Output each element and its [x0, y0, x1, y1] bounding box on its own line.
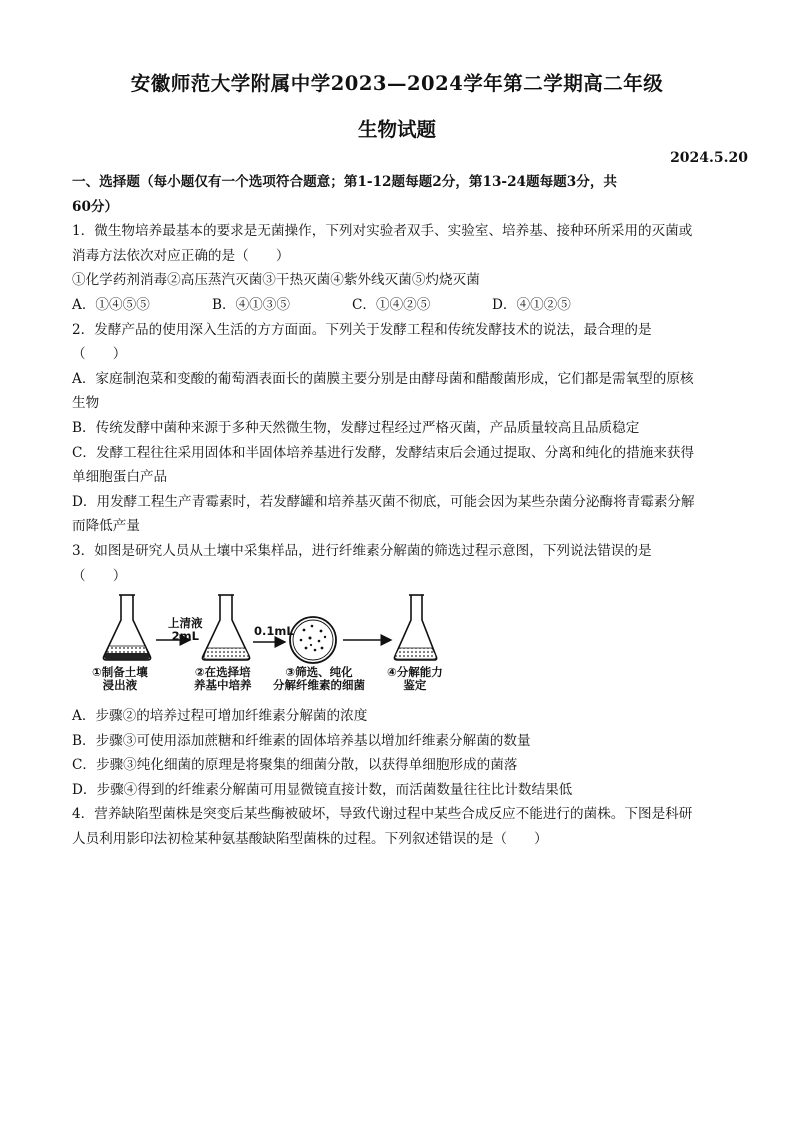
q2-option-d-line2[interactable]: 而降低产量 — [72, 518, 140, 535]
exam-subtitle: 生物试题 — [357, 118, 436, 141]
exam-title: 安徽师范大学附属中学2023—2024学年第二学期高二年级 — [130, 72, 664, 95]
q3-figure — [92, 590, 443, 700]
arrow-1-label-line1: 上清液 — [168, 616, 203, 631]
q2-option-b[interactable]: B．传统发酵中菌种来源于多种天然微生物，发酵过程经过严格灭菌，产品质量较高且品质稳定 — [72, 419, 640, 436]
q1-option-a[interactable]: A．①④⑤⑤ — [72, 296, 150, 313]
q3-option-d[interactable]: D．步骤④得到的纤维素分解菌可用显微镜直接计数，而活菌数量往往比计数结果低 — [72, 781, 573, 798]
q1-option-d[interactable]: D．④①②⑤ — [492, 296, 571, 313]
q3-option-a[interactable]: A．步骤②的培养过程可增加纤维素分解菌的浓度 — [72, 708, 368, 725]
step-1-label-line2: 浸出液 — [102, 678, 138, 693]
step-3-label — [273, 666, 365, 692]
q2-stem-line1: 2．发酵产品的使用深入生活的方方面面。下列关于发酵工程和传统发酵技术的说法，最合理的是 — [72, 321, 652, 338]
q2-option-c-line1[interactable]: C．发酵工程往往采用固体和半固体培养基进行发酵，发酵结束后会通过提取、分离和纯化的措施来获得 — [72, 444, 695, 461]
q3-option-b[interactable]: B．步骤③可使用添加蔗糖和纤维素的固体培养基以增加纤维素分解菌的数量 — [72, 732, 531, 749]
flask-2-icon — [202, 595, 249, 660]
petri-dish-icon — [290, 617, 336, 663]
arrow-1-label — [168, 617, 203, 643]
arrow-2-label: 0.1mL — [254, 624, 294, 639]
q1-option-c[interactable]: C．①④②⑤ — [352, 296, 431, 313]
step-4-label-line2: 鉴定 — [403, 678, 427, 693]
step-4-label — [387, 666, 443, 692]
q3-option-c[interactable]: C．步骤③纯化细菌的原理是将聚集的细菌分散，以获得单细胞形成的菌落 — [72, 757, 518, 774]
step-2-label — [194, 666, 252, 692]
step-1-label-line1: ①制备土壤 — [92, 665, 148, 680]
arrow-1-label-line2: 2mL — [171, 629, 199, 644]
q2-option-d-line1[interactable]: D．用发酵工程生产青霉素时，若发酵罐和培养基灭菌不彻底，可能会因为某些杂菌分泌酶将青霉素分解 — [72, 493, 695, 510]
exam-date: 2024.5.20 — [670, 150, 748, 166]
step-1-label — [92, 666, 148, 692]
step-2-label-line2: 养基中培养 — [194, 678, 252, 693]
q3-stem-line2: （ ） — [72, 567, 127, 584]
exam-content — [72, 170, 724, 852]
step-3-label-line2: 分解纤维素的细菌 — [273, 678, 365, 693]
section-heading-line1: 一、选择题（每小题仅有一个选项符合题意；第1-12题每题2分，第13-24题每题3分，共 — [72, 174, 618, 190]
q4-stem-line1: 4．营养缺陷型菌株是突变后某些酶被破坏，导致代谢过程中某些合成反应不能进行的菌株。下图是科研 — [72, 806, 693, 823]
q4-stem-line2: 人员利用影印法初检某种氨基酸缺陷型菌株的过程。下列叙述错误的是（ ） — [72, 831, 548, 848]
q2-option-c-line2[interactable]: 单细胞蛋白产品 — [72, 469, 168, 486]
q2-stem-line2: （ ） — [72, 346, 127, 363]
step-2-label-line1: ②在选择培 — [194, 665, 251, 680]
q2-option-a-line2[interactable]: 生物 — [72, 395, 100, 412]
q3-stem-line1: 3．如图是研究人员从土壤中采集样品，进行纤维素分解菌的筛选过程示意图，下列说法错误的是 — [72, 542, 652, 559]
step-3-label-line1: ③筛选、纯化 — [285, 665, 353, 680]
q1-option-b[interactable]: B．④①③⑤ — [212, 296, 290, 313]
section-heading-line2: 60分） — [72, 198, 119, 215]
step-4-label-line1: ④分解能力 — [387, 665, 443, 680]
q2-option-a-line1[interactable]: A．家庭制泡菜和变酸的葡萄酒表面长的菌膜主要分别是由酵母菌和醋酸菌形成，它们都是需氧型的原核 — [72, 370, 694, 387]
flask-1-icon — [103, 595, 150, 660]
q1-stem-line2: 消毒方法依次对应正确的是（ ） — [72, 247, 290, 264]
flask-4-icon — [394, 595, 438, 660]
q1-options — [72, 293, 724, 318]
q1-methods: ①化学药剂消毒②高压蒸汽灭菌③干热灭菌④紫外线灭菌⑤灼烧灭菌 — [72, 272, 480, 289]
q1-stem-line1: 1．微生物培养最基本的要求是无菌操作，下列对实验者双手、实验室、培养基、接种环所采用的灭菌或 — [72, 223, 693, 240]
